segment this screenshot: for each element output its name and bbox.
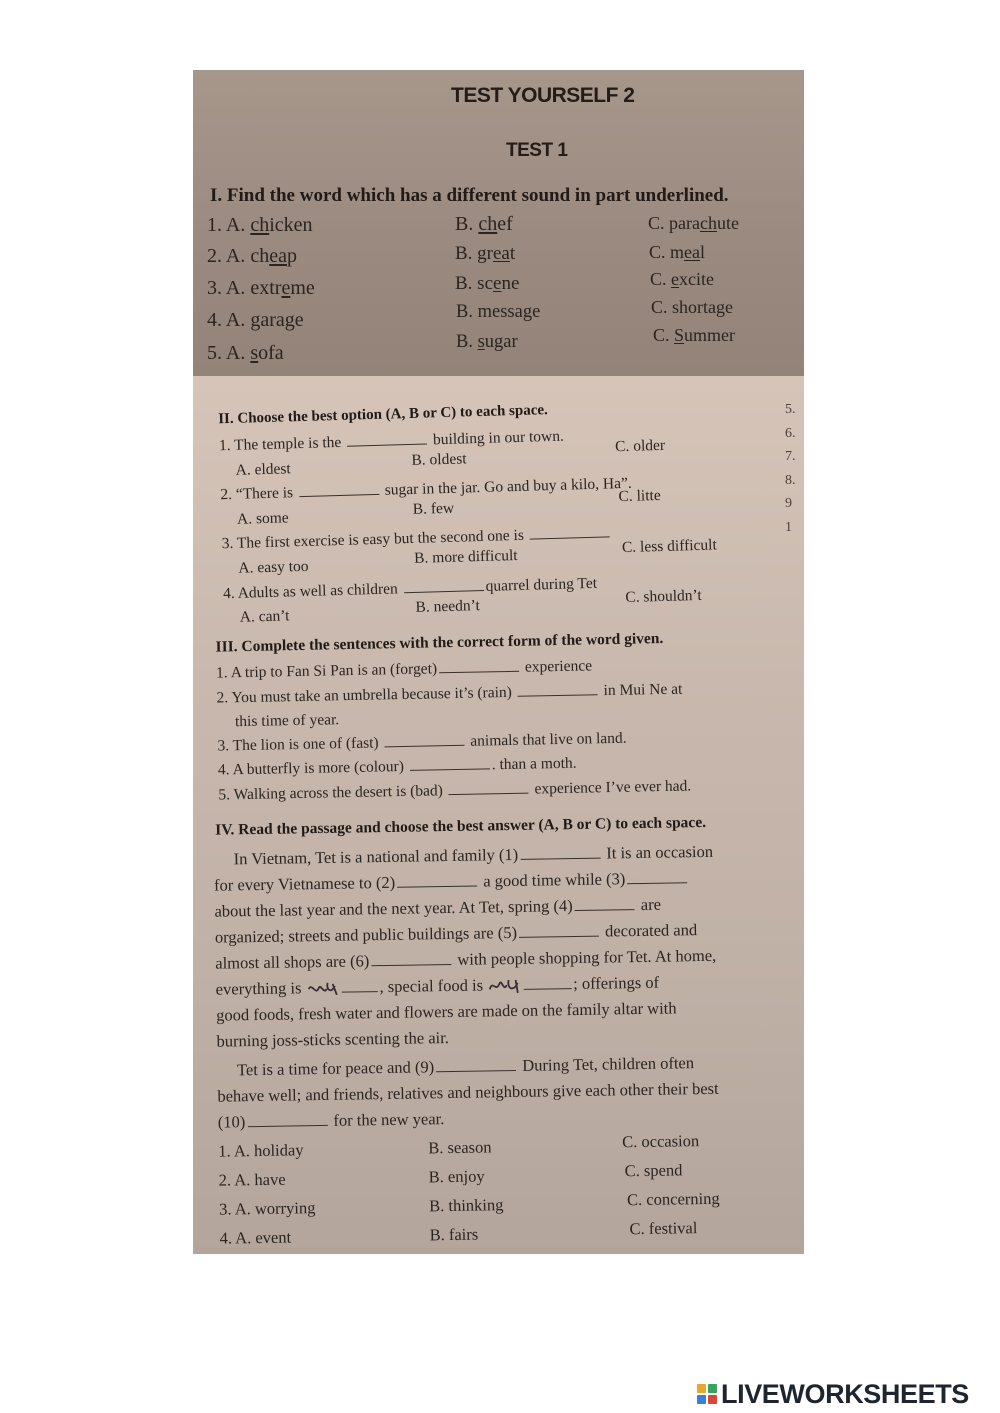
- section-3-heading: III. Complete the sentences with the correct form of the word given.: [215, 629, 664, 656]
- logo-grid-icon: [697, 1384, 717, 1404]
- option-b: B. enjoy: [428, 1166, 485, 1187]
- option-c: C. spend: [624, 1160, 683, 1181]
- passage-line: In Vietnam, Tet is a national and family (1) It is an occasion: [233, 841, 714, 869]
- option-b: B. season: [428, 1137, 492, 1158]
- handwritten-scribble: [487, 977, 521, 996]
- section-3: [193, 604, 804, 806]
- option-b: B. fairs: [429, 1224, 479, 1245]
- passage-line: burning joss-sticks scenting the air.: [216, 1028, 450, 1051]
- question-line: 2. “There is sugar in the jar. Go and buy a kilo, Ha”.: [220, 474, 632, 504]
- option-c: C. meal: [649, 242, 706, 262]
- option-b: B. message: [456, 302, 541, 322]
- option-c: C. festival: [629, 1218, 698, 1239]
- option-c: C. concerning: [626, 1188, 720, 1210]
- passage-line: (10) for the new year.: [217, 1109, 445, 1132]
- passage-line: good foods, fresh water and flowers are made on the family altar with: [215, 998, 677, 1025]
- option-a: 1. A. chicken: [207, 214, 313, 236]
- passage-line: for every Vietnamese to (2) a good time while (3): [214, 868, 689, 895]
- section-4: [193, 806, 804, 1246]
- page-title: TEST YOURSELF 2: [451, 84, 635, 107]
- sentence-line: 3. The lion is one of (fast) animals that live on land.: [217, 729, 627, 755]
- sentence-line: 5. Walking across the desert is (bad) experience I’ve ever had.: [218, 777, 692, 804]
- side-number: 1: [785, 519, 792, 535]
- option-c: C. shortage: [651, 297, 733, 317]
- passage-line: Tet is a time for peace and (9) During Tet, children often: [236, 1053, 695, 1080]
- section-1-heading: I. Find the word which has a different sound in part underlined.: [210, 185, 729, 206]
- handwritten-scribble: [305, 980, 339, 999]
- option-a: 2. A. have: [218, 1169, 286, 1190]
- option-a: 5. A. sofa: [207, 342, 284, 364]
- option-a: 3. A. worrying: [219, 1198, 316, 1219]
- option-c: C. occasion: [622, 1131, 700, 1152]
- passage-line: almost all shops are (6) with people shopping for Tet. At home,: [215, 945, 717, 973]
- option-a: 4. A. event: [219, 1227, 292, 1248]
- option-b: B. few: [412, 499, 455, 518]
- section-2: [193, 376, 804, 626]
- option-b: B. needn’t: [415, 597, 481, 616]
- option-b: B. great: [455, 243, 516, 264]
- question-line: 4. Adults as well as children quarrel during Tet: [222, 574, 598, 603]
- side-number: 7.: [785, 449, 796, 464]
- option-a: A. easy too: [238, 557, 309, 577]
- section-4-heading: IV. Read the passage and choose the best answer (A, B or C) to each space.: [215, 813, 707, 839]
- option-a: A. can’t: [239, 607, 290, 626]
- option-b: B. chef: [455, 213, 513, 235]
- sentence-line: 1. A trip to Fan Si Pan is an (forget) experience: [215, 657, 593, 682]
- option-c: C. older: [614, 436, 666, 456]
- option-c: C. litte: [618, 486, 661, 506]
- liveworksheets-logo: [697, 1378, 969, 1410]
- sentence-line: 2. You must take an umbrella because it’s (rain) in Mui Ne at: [216, 680, 683, 707]
- option-b: B. more difficult: [413, 547, 518, 567]
- sentence-line: this time of year.: [234, 711, 340, 731]
- option-c: C. shouldn’t: [625, 586, 702, 607]
- option-b: B. thinking: [429, 1195, 504, 1216]
- option-b: B. sugar: [456, 332, 518, 352]
- logo-text: LIVEWORKSHEETS: [721, 1378, 969, 1409]
- option-c: C. less difficult: [621, 536, 718, 557]
- side-number: 6.: [785, 425, 796, 441]
- option-a: A. eldest: [235, 460, 291, 479]
- option-a: 4. A. garage: [207, 309, 304, 331]
- option-a: 3. A. extreme: [207, 277, 315, 299]
- option-b: B. oldest: [411, 450, 467, 469]
- option-c: C. Summer: [653, 325, 736, 345]
- option-a: 2. A. cheap: [207, 245, 297, 267]
- option-a: 1. A. holiday: [218, 1140, 304, 1161]
- side-page-numbers: [785, 398, 809, 539]
- passage-line: organized; streets and public buildings are (5) decorated and: [214, 920, 698, 947]
- side-number: 5.: [785, 402, 796, 417]
- passage-line: behave well; and friends, relatives and neighbours give each other their best: [217, 1078, 719, 1106]
- passage-line: about the last year and the next year. At Tet, spring (4) are: [214, 894, 662, 921]
- test-subtitle: TEST 1: [506, 140, 568, 161]
- question-line: 1. The temple is the building in our town.: [218, 427, 565, 455]
- passage-line: everything is , special food is ; offerings of: [215, 972, 660, 999]
- sentence-line: 4. A butterfly is more (colour) . than a moth.: [217, 754, 577, 779]
- option-c: C. parachute: [648, 213, 739, 233]
- question-line: 3. The first exercise is easy but the second one is: [221, 524, 612, 553]
- side-number: 8.: [785, 472, 796, 488]
- side-number: 9: [785, 496, 792, 511]
- section-2-heading: II. Choose the best option (A, B or C) to each space.: [217, 402, 549, 428]
- option-a: A. some: [236, 509, 289, 528]
- option-b: B. scene: [455, 273, 520, 294]
- worksheet-photo-bottom: [193, 376, 804, 1254]
- option-c: C. excite: [650, 269, 714, 289]
- worksheet-photo-top: [193, 70, 804, 376]
